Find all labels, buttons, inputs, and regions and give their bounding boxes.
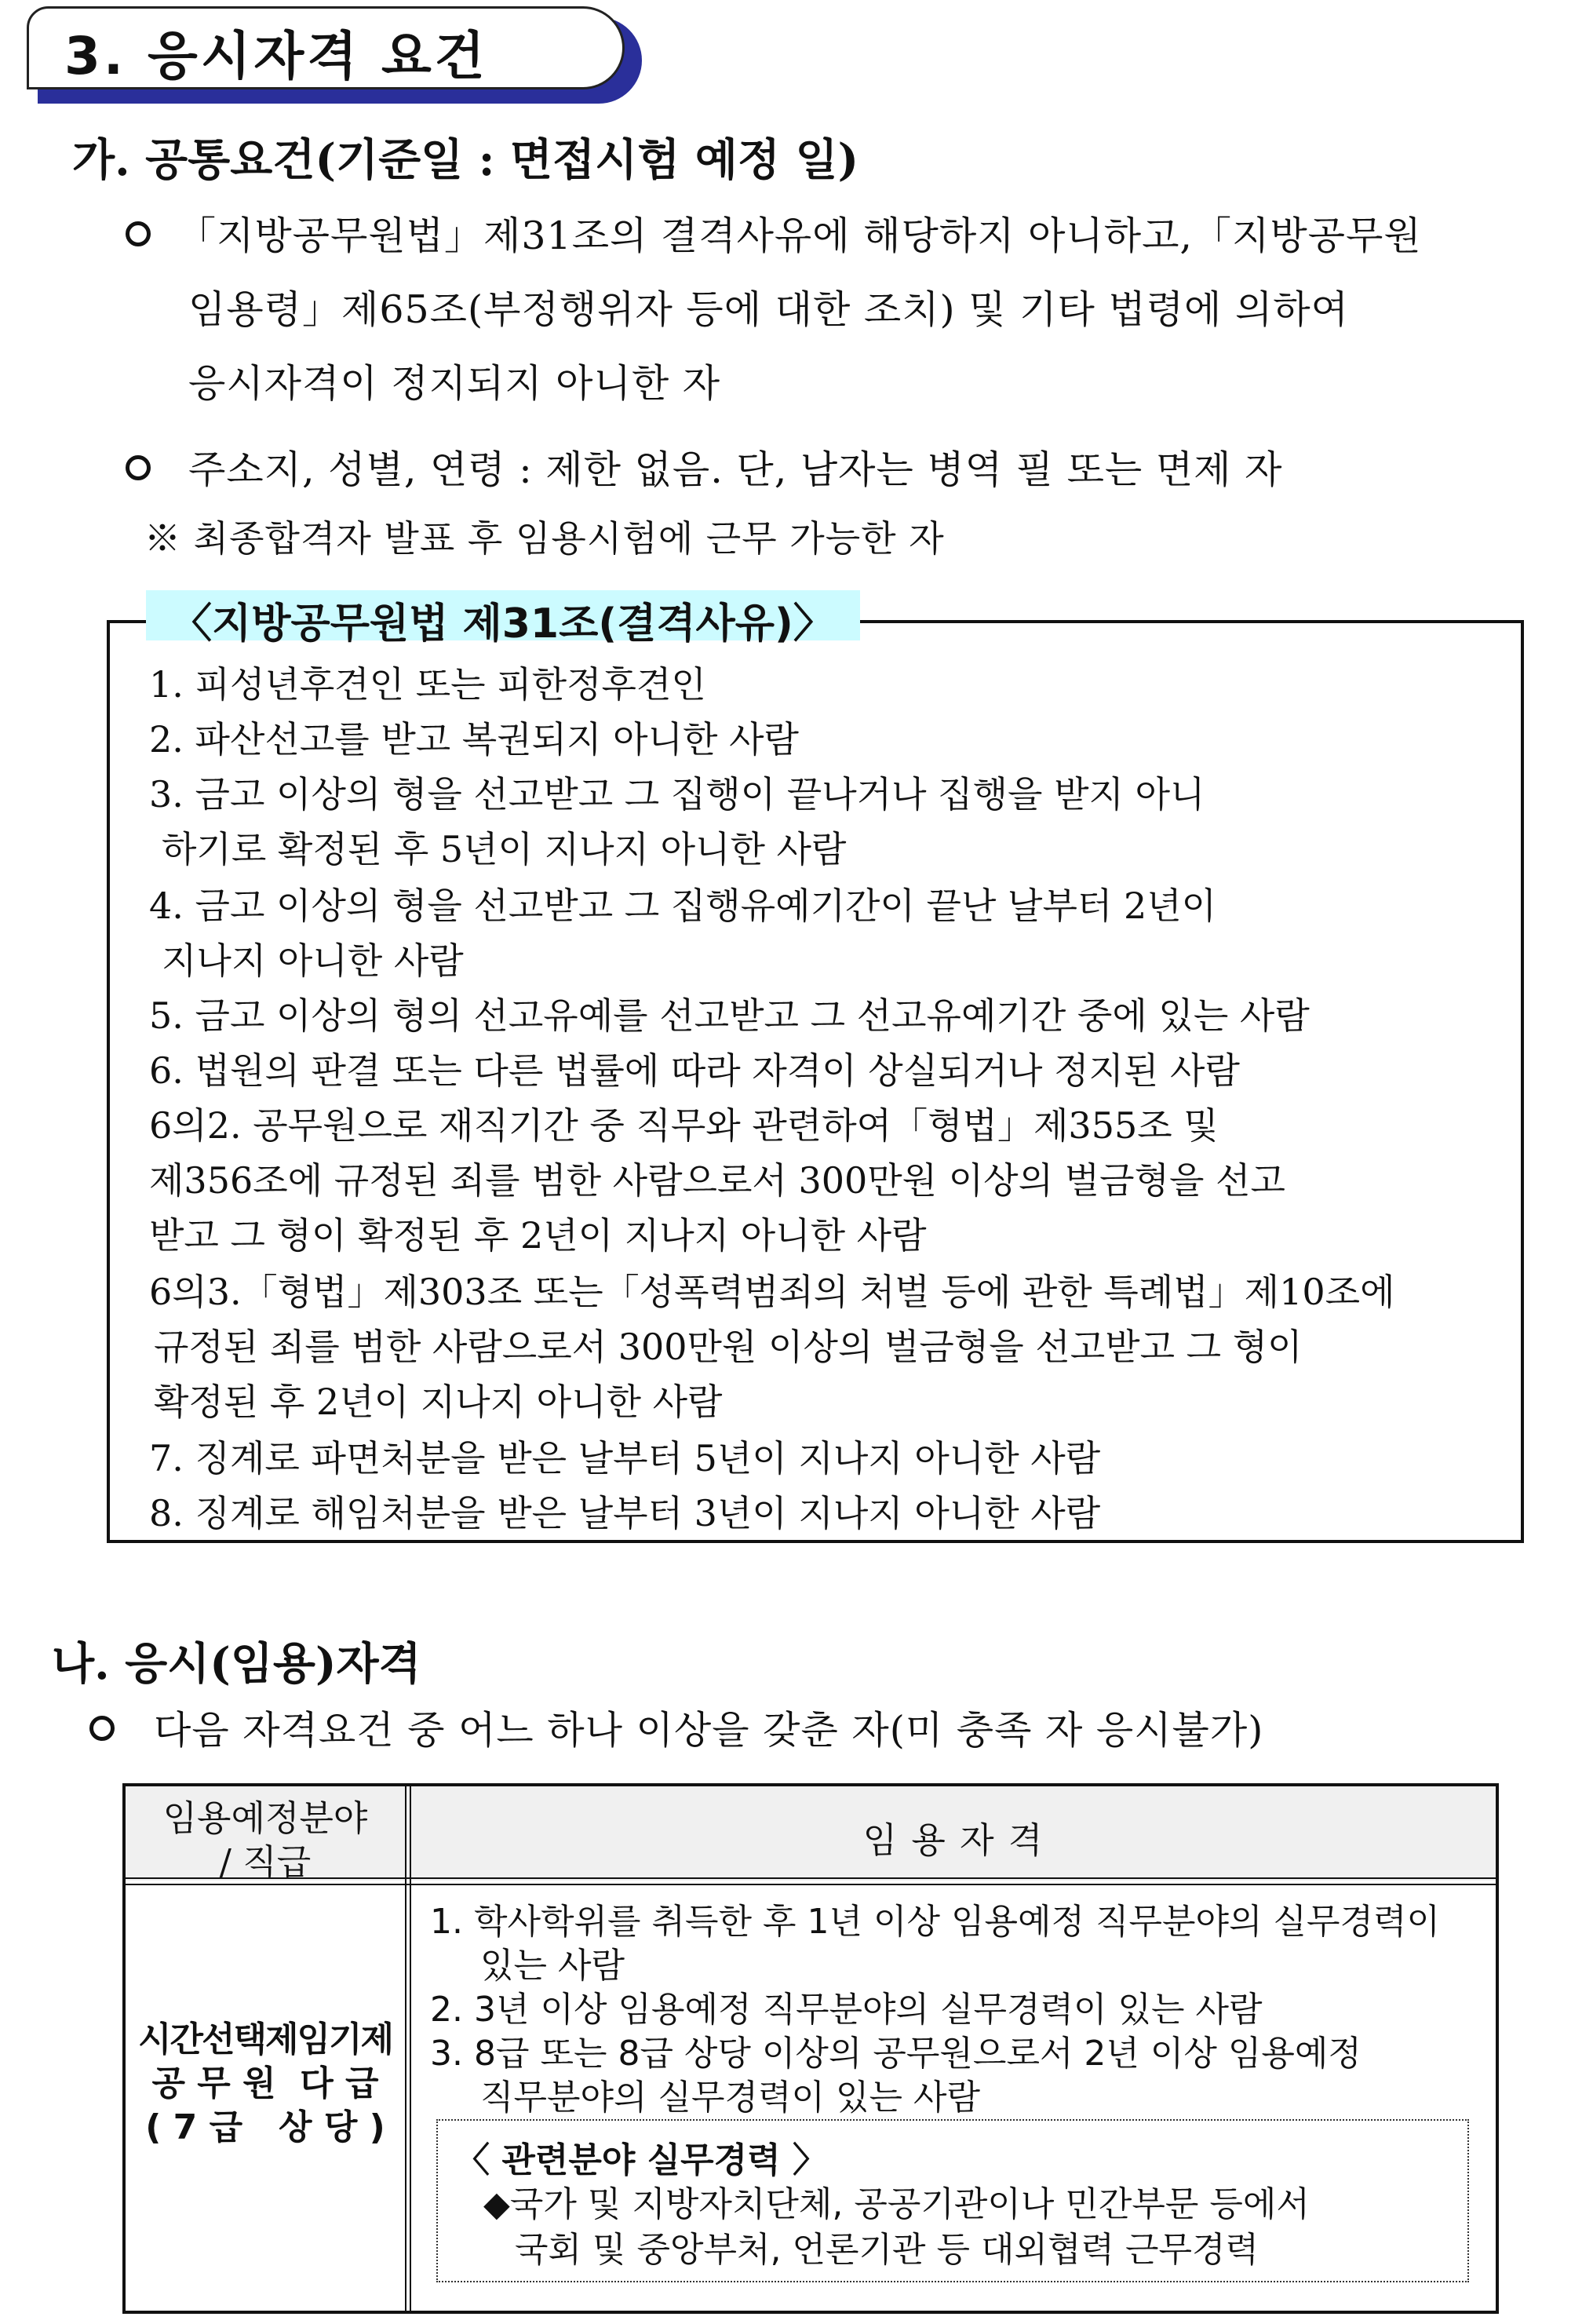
disq-line-5: 4. 금고 이상의 형을 선고받고 그 집행유예기간이 끝난 날부터 2년이 — [149, 885, 1217, 927]
disq-line-3: 3. 금고 이상의 형을 선고받고 그 집행이 끝나거나 집행을 받지 아니 — [149, 773, 1205, 815]
disq-line-12: 6의3.「형법」제303조 또는「성폭력범죄의 처벌 등에 관한 특례법」제10조에 — [149, 1271, 1395, 1313]
bullet1-line-3: 응시자격이 정지되지 아니한 자 — [188, 361, 721, 406]
related-experience-line-1: ◆국가 및 지방자치단체, 공공기관이나 민간부문 등에서 — [483, 2184, 1310, 2224]
heading-eligibility: 나. 응시(임용)자격 — [52, 1638, 421, 1690]
table-row-field-line-1: 시간선택제임기제 — [137, 2019, 393, 2059]
box-title: 〈지방공무원법 제31조(결격사유)〉 — [171, 600, 834, 648]
qual-line-1: 1. 학사학위를 취득한 후 1년 이상 임용예정 직무분야의 실무경력이 — [430, 1902, 1440, 1942]
disq-line-2: 2. 파산선고를 받고 복권되지 아니한 사람 — [149, 718, 799, 761]
disq-line-15: 7. 징계로 파면처분을 받은 날부터 5년이 지나지 아니한 사람 — [149, 1437, 1101, 1479]
disq-line-13: 규정된 죄를 범한 사람으로서 300만원 이상의 벌금형을 선고받고 그 형이 — [154, 1326, 1303, 1368]
disq-line-10: 제356조에 규정된 죄를 범한 사람으로서 300만원 이상의 벌금형을 선고 — [149, 1159, 1285, 1202]
eligibility-bullet: 다음 자격요건 중 어느 하나 이상을 갖춘 자(미 충족 자 응시불가) — [154, 1708, 1264, 1753]
disq-line-6: 지나지 아니한 사람 — [162, 939, 464, 982]
table-column-rule — [405, 1786, 411, 2311]
circle-bullet-icon — [126, 455, 151, 480]
disq-line-7: 5. 금고 이상의 형의 선고유예를 선고받고 그 선고유예기간 중에 있는 사람 — [149, 994, 1310, 1037]
qual-line-3: 2. 3년 이상 임용예정 직무분야의 실무경력이 있는 사람 — [430, 1990, 1263, 2030]
qual-line-2: 있는 사람 — [480, 1946, 625, 1986]
disq-line-14: 확정된 후 2년이 지나지 아니한 사람 — [154, 1381, 723, 1423]
bullet2-text: 주소지, 성별, 연령 : 제한 없음. 단, 남자는 병역 필 또는 면제 자 — [188, 447, 1283, 492]
related-experience-title: 〈 관련분야 실무경력 〉 — [455, 2140, 827, 2180]
circle-bullet-icon — [89, 1716, 115, 1741]
disq-line-1: 1. 피성년후견인 또는 피한정후견인 — [149, 663, 706, 706]
related-experience-line-2: 국회 및 중앙부처, 언론기관 등 대외협력 근무경력 — [515, 2230, 1259, 2270]
disq-line-16: 8. 징계로 해임처분을 받은 날부터 3년이 지나지 아니한 사람 — [149, 1492, 1101, 1534]
table-row-field-line-2: 공 무 원 다 급 — [151, 2063, 379, 2103]
disq-line-11: 받고 그 형이 확정된 후 2년이 지나지 아니한 사람 — [149, 1214, 927, 1257]
circle-bullet-icon — [126, 221, 151, 246]
qual-line-4: 3. 8급 또는 8급 상당 이상의 공무원으로서 2년 이상 임용예정 — [430, 2034, 1362, 2074]
bullet1-line-2: 임용령」제65조(부정행위자 등에 대한 조치) 및 기타 법령에 의하여 — [188, 287, 1349, 332]
table-header-field-line-2: / 직급 — [219, 1841, 312, 1883]
table-header-field-line-1: 임용예정분야 — [162, 1797, 368, 1839]
disq-line-8: 6. 법원의 판결 또는 다른 법률에 따라 자격이 상실되거나 정지된 사람 — [149, 1049, 1240, 1092]
section-title: 3. 응시자격 요건 — [64, 26, 488, 86]
table-row-field-line-3: ( 7 급 상 당 ) — [145, 2107, 385, 2147]
bullet1-line-1: 「지방공무원법」제31조의 결격사유에 해당하지 아니하고,「지방공무원 — [177, 213, 1422, 258]
disq-line-4: 하기로 확정된 후 5년이 지나지 아니한 사람 — [162, 828, 847, 870]
heading-common-requirements: 가. 공통요건(기준일 : 면접시험 예정 일) — [72, 134, 859, 186]
table-header-qualification: 임 용 자 격 — [862, 1819, 1044, 1861]
note-text: ※ 최종합격자 발표 후 임용시험에 근무 가능한 자 — [144, 517, 945, 560]
disq-line-9: 6의2. 공무원으로 재직기간 중 직무와 관련하여「형법」제355조 및 — [149, 1104, 1219, 1147]
qual-line-5: 직무분야의 실무경력이 있는 사람 — [480, 2078, 981, 2118]
